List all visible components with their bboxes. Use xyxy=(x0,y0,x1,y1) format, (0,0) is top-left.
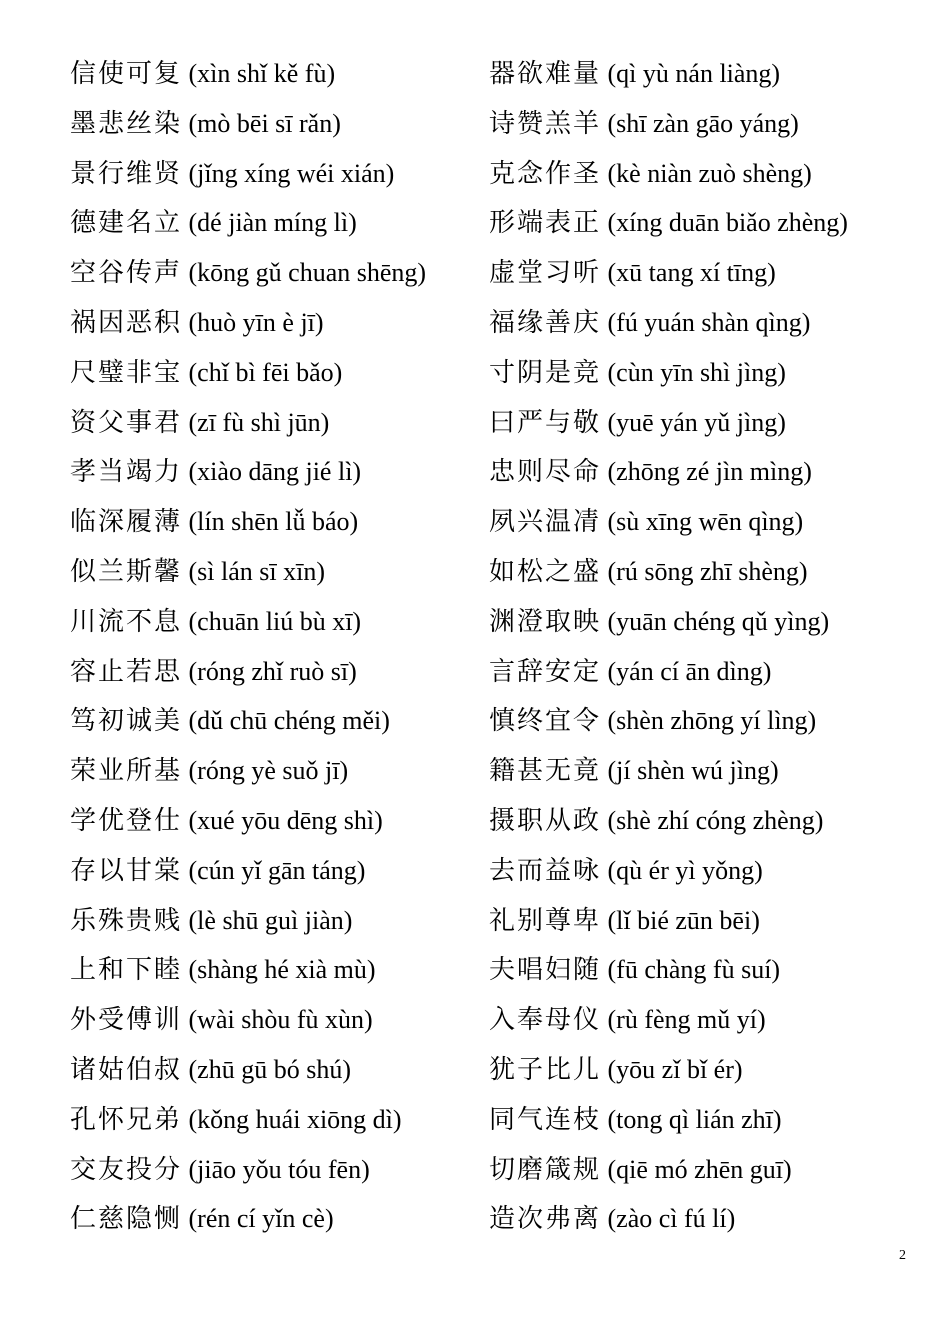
phrase-line xyxy=(70,201,480,251)
phrase-pinyin: (yōu zǐ bǐ ér) xyxy=(607,1054,743,1084)
phrase-line xyxy=(489,201,939,251)
phrase-pinyin: (lín shēn lǚ báo) xyxy=(188,507,359,537)
phrase-pinyin: (zhōng zé jìn mìng) xyxy=(607,457,812,487)
phrase-pinyin: (sì lán sī xīn) xyxy=(188,556,326,586)
phrase-hanzi: 墨悲丝染 xyxy=(70,108,183,139)
phrase-line xyxy=(489,600,939,650)
phrase-line xyxy=(70,550,480,600)
phrase-hanzi: 忠则尽命 xyxy=(489,457,602,488)
phrase-line xyxy=(489,351,939,401)
phrase-line xyxy=(489,799,939,849)
phrase-hanzi: 诗赞羔羊 xyxy=(489,108,602,139)
phrase-pinyin: (shèn zhōng yí lìng) xyxy=(607,706,817,736)
phrase-hanzi: 籍甚无竟 xyxy=(489,756,602,787)
right-column xyxy=(489,52,939,1247)
phrase-pinyin: (zhū gū bó shú) xyxy=(188,1054,351,1084)
phrase-line xyxy=(70,948,480,998)
phrase-hanzi: 祸因恶积 xyxy=(70,307,183,338)
phrase-hanzi: 德建名立 xyxy=(70,208,183,239)
phrase-line xyxy=(70,1148,480,1198)
phrase-line xyxy=(489,102,939,152)
phrase-pinyin: (mò bēi sī rǎn) xyxy=(188,108,341,138)
phrase-line xyxy=(70,899,480,949)
phrase-pinyin: (yuē yán yǔ jìng) xyxy=(607,407,786,437)
phrase-line xyxy=(70,152,480,202)
phrase-pinyin: (xìn shǐ kě fù) xyxy=(188,59,336,88)
phrase-hanzi: 景行维贤 xyxy=(70,158,183,189)
phrase-line xyxy=(70,500,480,550)
phrase-hanzi: 乐殊贵贱 xyxy=(70,905,183,936)
phrase-pinyin: (shàng hé xià mù) xyxy=(188,955,376,985)
phrase-pinyin: (kè niàn zuò shèng) xyxy=(607,158,812,188)
phrase-pinyin: (lǐ bié zūn bēi) xyxy=(607,905,760,935)
phrase-line xyxy=(489,998,939,1048)
phrase-hanzi: 外受傅训 xyxy=(70,1005,183,1036)
phrase-line xyxy=(70,699,480,749)
phrase-pinyin: (lè shū guì jiàn) xyxy=(188,905,353,935)
phrase-pinyin: (róng yè suǒ jī) xyxy=(188,756,349,786)
phrase-pinyin: (dǔ chū chéng měi) xyxy=(188,706,390,736)
phrase-pinyin: (jǐng xíng wéi xián) xyxy=(188,158,395,188)
phrase-line xyxy=(489,251,939,301)
phrase-pinyin: (qiē mó zhēn guī) xyxy=(607,1154,792,1184)
phrase-line xyxy=(70,799,480,849)
phrase-hanzi: 同气连枝 xyxy=(489,1104,602,1135)
phrase-hanzi: 空谷传声 xyxy=(70,258,183,289)
phrase-pinyin: (qì yù nán liàng) xyxy=(607,59,781,88)
phrase-hanzi: 摄职从政 xyxy=(489,805,602,836)
phrase-pinyin: (tong qì lián zhī) xyxy=(607,1104,782,1134)
phrase-line xyxy=(489,450,939,500)
phrase-hanzi: 慎终宜令 xyxy=(489,706,602,737)
phrase-line xyxy=(489,52,939,102)
phrase-pinyin: (cùn yīn shì jìng) xyxy=(607,357,786,387)
phrase-pinyin: (huò yīn è jī) xyxy=(188,307,324,337)
phrase-pinyin: (fú yuán shàn qìng) xyxy=(607,307,811,337)
phrase-pinyin: (dé jiàn míng lì) xyxy=(188,208,357,238)
phrase-pinyin: (kōng gǔ chuan shēng) xyxy=(188,258,427,288)
phrase-line xyxy=(70,251,480,301)
left-column xyxy=(70,52,480,1247)
phrase-hanzi: 犹子比儿 xyxy=(489,1054,602,1085)
phrase-hanzi: 如松之盛 xyxy=(489,556,602,587)
phrase-line xyxy=(70,600,480,650)
phrase-hanzi: 容止若思 xyxy=(70,656,183,687)
phrase-hanzi: 上和下睦 xyxy=(70,955,183,986)
phrase-hanzi: 信使可复 xyxy=(70,59,183,89)
phrase-pinyin: (zào cì fú lí) xyxy=(607,1204,736,1234)
phrase-pinyin: (shè zhí cóng zhèng) xyxy=(607,805,824,835)
phrase-line xyxy=(489,401,939,451)
phrase-line xyxy=(70,401,480,451)
phrase-hanzi: 学优登仕 xyxy=(70,805,183,836)
phrase-hanzi: 似兰斯馨 xyxy=(70,556,183,587)
phrase-hanzi: 形端表正 xyxy=(489,208,602,239)
phrase-line xyxy=(70,1048,480,1098)
phrase-hanzi: 临深履薄 xyxy=(70,507,183,538)
phrase-hanzi: 去而益咏 xyxy=(489,855,602,886)
phrase-line xyxy=(489,948,939,998)
phrase-line xyxy=(70,450,480,500)
phrase-pinyin: (chuān liú bù xī) xyxy=(188,606,362,636)
phrase-pinyin: (jí shèn wú jìng) xyxy=(607,756,779,786)
phrase-line xyxy=(489,899,939,949)
phrase-line xyxy=(489,849,939,899)
phrase-line xyxy=(489,550,939,600)
phrase-pinyin: (qù ér yì yǒng) xyxy=(607,855,763,885)
phrase-pinyin: (xū tang xí tīng) xyxy=(607,258,776,288)
phrase-line xyxy=(489,1197,939,1247)
phrase-pinyin: (xiào dāng jié lì) xyxy=(188,457,362,487)
phrase-hanzi: 福缘善庆 xyxy=(489,307,602,338)
phrase-pinyin: (jiāo yǒu tóu fēn) xyxy=(188,1154,370,1184)
phrase-line xyxy=(489,749,939,799)
phrase-line xyxy=(489,1098,939,1148)
phrase-line xyxy=(70,1197,480,1247)
phrase-line xyxy=(489,500,939,550)
phrase-line xyxy=(489,1048,939,1098)
phrase-line xyxy=(489,152,939,202)
phrase-pinyin: (wài shòu fù xùn) xyxy=(188,1005,373,1035)
phrase-pinyin: (zī fù shì jūn) xyxy=(188,407,330,437)
phrase-hanzi: 尺璧非宝 xyxy=(70,357,183,388)
phrase-pinyin: (róng zhǐ ruò sī) xyxy=(188,656,357,686)
phrase-hanzi: 孔怀兄弟 xyxy=(70,1104,183,1135)
phrase-hanzi: 资父事君 xyxy=(70,407,183,438)
phrase-line xyxy=(70,102,480,152)
phrase-line xyxy=(70,650,480,700)
page-number: 2 xyxy=(899,1248,906,1263)
phrase-hanzi: 诸姑伯叔 xyxy=(70,1054,183,1085)
phrase-line xyxy=(70,998,480,1048)
phrase-pinyin: (fū chàng fù suí) xyxy=(607,955,781,985)
phrase-hanzi: 入奉母仪 xyxy=(489,1005,602,1036)
phrase-hanzi: 孝当竭力 xyxy=(70,457,183,488)
phrase-pinyin: (rú sōng zhī shèng) xyxy=(607,556,808,586)
phrase-hanzi: 造次弗离 xyxy=(489,1204,602,1235)
phrase-hanzi: 笃初诚美 xyxy=(70,706,183,737)
phrase-pinyin: (sù xīng wēn qìng) xyxy=(607,507,804,537)
phrase-pinyin: (xíng duān biǎo zhèng) xyxy=(607,208,848,238)
phrase-line xyxy=(70,749,480,799)
phrase-pinyin: (rén cí yǐn cè) xyxy=(188,1204,334,1234)
phrase-hanzi: 虚堂习听 xyxy=(489,258,602,289)
phrase-line xyxy=(489,650,939,700)
phrase-pinyin: (xué yōu dēng shì) xyxy=(188,805,383,835)
phrase-hanzi: 渊澄取映 xyxy=(489,606,602,637)
phrase-line xyxy=(70,849,480,899)
phrase-hanzi: 言辞安定 xyxy=(489,656,602,687)
phrase-line xyxy=(489,1148,939,1198)
phrase-hanzi: 礼别尊卑 xyxy=(489,905,602,936)
phrase-pinyin: (chǐ bì fēi bǎo) xyxy=(188,357,343,387)
phrase-hanzi: 寸阴是竞 xyxy=(489,357,602,388)
phrase-hanzi: 器欲难量 xyxy=(489,59,602,89)
phrase-hanzi: 克念作圣 xyxy=(489,158,602,189)
phrase-line xyxy=(70,1098,480,1148)
phrase-line xyxy=(489,699,939,749)
phrase-pinyin: (rù fèng mǔ yí) xyxy=(607,1005,766,1035)
phrase-line xyxy=(70,52,480,102)
phrase-line xyxy=(489,301,939,351)
phrase-pinyin: (yán cí ān dìng) xyxy=(607,656,772,686)
phrase-pinyin: (shī zàn gāo yáng) xyxy=(607,108,799,138)
phrase-hanzi: 切磨箴规 xyxy=(489,1154,602,1185)
phrase-line xyxy=(70,301,480,351)
phrase-pinyin: (cún yǐ gān táng) xyxy=(188,855,366,885)
phrase-hanzi: 夙兴温凊 xyxy=(489,507,602,538)
phrase-line xyxy=(70,351,480,401)
phrase-hanzi: 仁慈隐恻 xyxy=(70,1204,183,1235)
phrase-hanzi: 存以甘棠 xyxy=(70,855,183,886)
phrase-pinyin: (kǒng huái xiōng dì) xyxy=(188,1104,402,1134)
phrase-hanzi: 荣业所基 xyxy=(70,756,183,787)
phrase-hanzi: 川流不息 xyxy=(70,606,183,637)
phrase-hanzi: 夫唱妇随 xyxy=(489,955,602,986)
phrase-hanzi: 曰严与敬 xyxy=(489,407,602,438)
phrase-pinyin: (yuān chéng qǔ yìng) xyxy=(607,606,830,636)
phrase-hanzi: 交友投分 xyxy=(70,1154,183,1185)
